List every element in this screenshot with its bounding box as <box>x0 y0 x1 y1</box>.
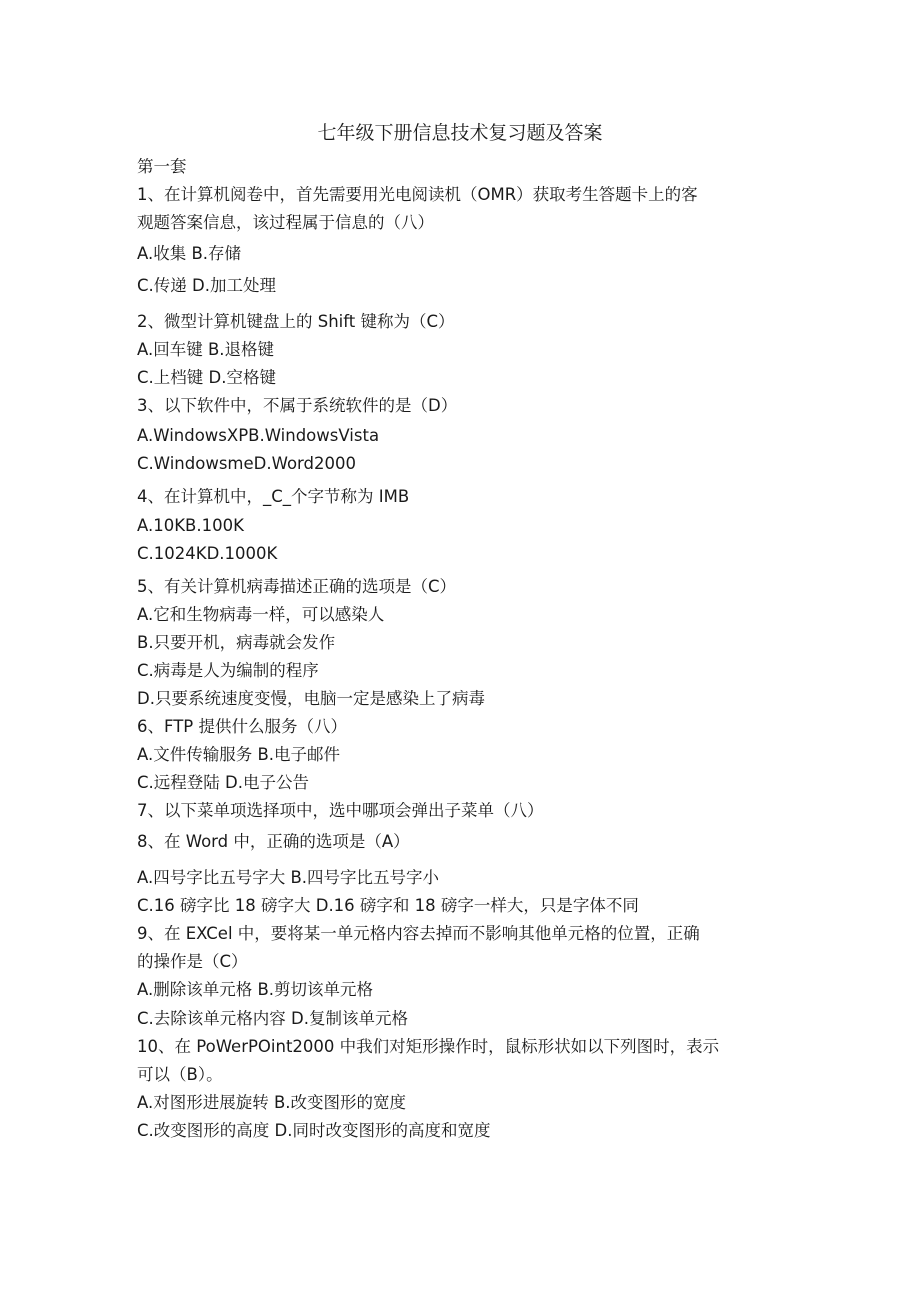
text-line: 2、微型计算机键盘上的 Shift 键称为（C） <box>137 312 455 331</box>
text-line: A.收集 B.存储 <box>137 244 242 263</box>
text-line: A.对图形进展旋转 B.改变图形的宽度 <box>137 1093 407 1112</box>
text-line: A.文件传输服务 B.电子邮件 <box>137 745 341 764</box>
text-line: C.传递 D.加工处理 <box>137 276 276 295</box>
text-line: A.四号字比五号字大 B.四号字比五号字小 <box>137 868 440 887</box>
text-line: A.删除该单元格 B.剪切该单元格 <box>137 980 374 999</box>
text-line: C.16 磅字比 18 磅字大 D.16 磅字和 18 磅字一样大，只是字体不同 <box>137 896 639 915</box>
text-line: 8、在 Word 中，正确的选项是（A） <box>137 832 410 851</box>
text-line: A.回车键 B.退格键 <box>137 340 275 359</box>
text-line: 4、在计算机中，_C_个字节称为 IMB <box>137 487 410 506</box>
text-line: B.只要开机，病毒就会发作 <box>137 633 336 652</box>
document-title: 七年级下册信息技术复习题及答案 <box>317 122 603 144</box>
text-line: C.改变图形的高度 D.同时改变图形的高度和宽度 <box>137 1121 491 1140</box>
text-line: A.它和生物病毒一样，可以感染人 <box>137 605 385 624</box>
text-line: 9、在 EXCel 中，要将某一单元格内容去掉而不影响其他单元格的位置，正确 <box>137 924 700 943</box>
text-line: 观题答案信息，该过程属于信息的（八） <box>137 213 434 232</box>
text-line: A.10KB.100K <box>137 516 244 535</box>
text-line: 的操作是（C） <box>137 952 248 971</box>
text-line: 7、以下菜单项选择项中，选中哪项会弹出子菜单（八） <box>137 801 544 820</box>
section-heading: 第一套 <box>137 157 187 176</box>
text-line: 6、FTP 提供什么服务（八） <box>137 717 347 736</box>
text-line: C.远程登陆 D.电子公告 <box>137 773 309 792</box>
text-line: C.去除该单元格内容 D.复制该单元格 <box>137 1009 408 1028</box>
text-line: 3、以下软件中，不属于系统软件的是（D） <box>137 396 458 415</box>
text-line: D.只要系统速度变慢，电脑一定是感染上了病毒 <box>137 689 485 708</box>
text-line: 5、有关计算机病毒描述正确的选项是（C） <box>137 577 457 596</box>
text-line: 10、在 PoWerPOint2000 中我们对矩形操作时，鼠标形状如以下列图时，表示 <box>137 1037 720 1056</box>
text-line: C.病毒是人为编制的程序 <box>137 661 319 680</box>
text-line: 1、在计算机阅卷中，首先需要用光电阅读机（OMR）获取考生答题卡上的客 <box>137 185 698 204</box>
text-line: 可以（B）。 <box>137 1065 223 1084</box>
text-line: C.WindowsmeD.Word2000 <box>137 454 356 473</box>
text-line: C.1024KD.1000K <box>137 544 278 563</box>
text-line: A.WindowsXPB.WindowsVista <box>137 426 380 445</box>
text-line: C.上档键 D.空格键 <box>137 368 276 387</box>
